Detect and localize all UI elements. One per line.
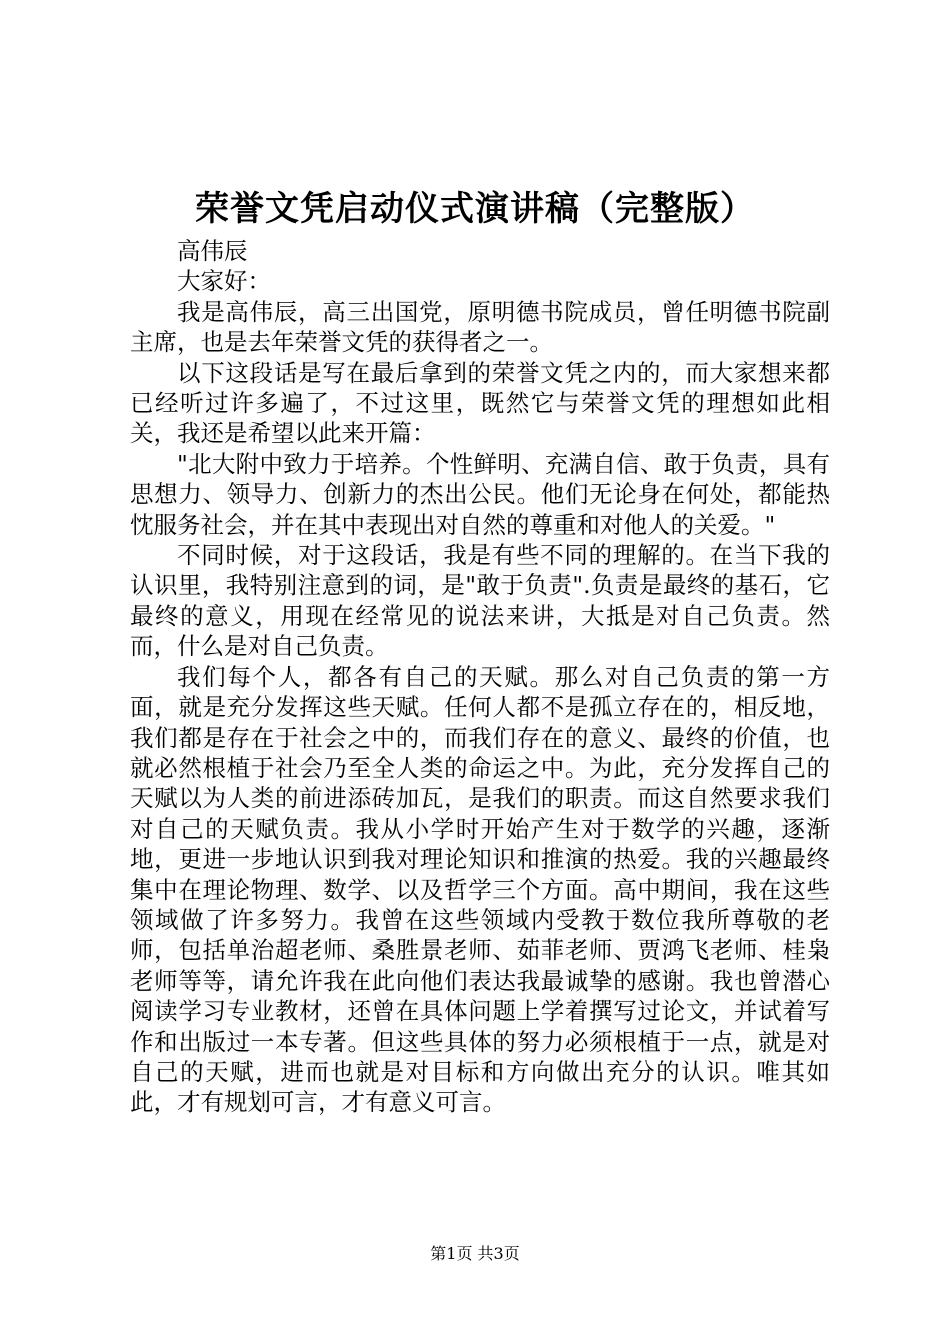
document-body (130, 236, 830, 1118)
document-title: 荣誉文凭启动仪式演讲稿（完整版） (195, 189, 755, 229)
quote-paragraph: "北大附中致力于培养。个性鲜明、充满自信、敢于负责，具有思想力、领导力、创新力的杰出公民。他们无论身在何处，都能热忱服务社会，并在其中表现出对自然的尊重和对他人的关爱。" (130, 449, 830, 539)
paragraph: 不同时候，对于这段话，我是有些不同的理解的。在当下我的认识里，我特别注意到的词，是"敢于负责".负责是最终的基石，它最终的意义，用现在经常见的说法来讲，大抵是对自己负责。然而，什么是对自己负责。 (130, 541, 830, 661)
page-footer: 第1页 共3页 (430, 1244, 520, 1263)
author-line: 高伟辰 (177, 237, 248, 265)
paragraph: 我们每个人，都各有自己的天赋。那么对自己负责的第一方面，就是充分发挥这些天赋。任何人都不是孤立存在的，相反地，我们都是存在于社会之中的，而我们存在的意义、最终的价值，也就必然根植于社会乃至全人类的命运之中。为此，充分发挥自己的天赋以为人类的前进添砖加瓦，是我们的职责。而这自然要求我们对自己的天赋负责。我从小学时开始产生对于数学的兴趣，逐渐地，更进一步地认识到我对理论知识和推演的热爱。我的兴趣最终集中在理论物理、数学、以及哲学三个方面。高中期间，我在这些领域做了许多努力。我曾在这些领域内受教于数位我所尊敬的老师，包括单治超老师、桑胜景老师、茹菲老师、贾鸿飞老师、桂枭老师等等，请允许我在此向他们表达我最诚挚的感谢。我也曾潜心阅读学习专业教材，还曾在具体问题上学着撰写过论文，并试着写作和出版过一本专著。但这些具体的努力必须根植于一点，就是对自己的天赋，进而也就是对目标和方向做出充分的认识。唯其如此，才有规划可言，才有意义可言。 (130, 662, 830, 1117)
paragraph: 我是高伟辰，高三出国党，原明德书院成员，曾任明德书院副主席，也是去年荣誉文凭的获得者之一。 (130, 297, 830, 357)
paragraph: 以下这段话是写在最后拿到的荣誉文凭之内的，而大家想来都已经听过许多遍了，不过这里，既然它与荣誉文凭的理想如此相关，我还是希望以此来开篇： (130, 358, 830, 448)
greeting-line: 大家好： (177, 267, 271, 296)
